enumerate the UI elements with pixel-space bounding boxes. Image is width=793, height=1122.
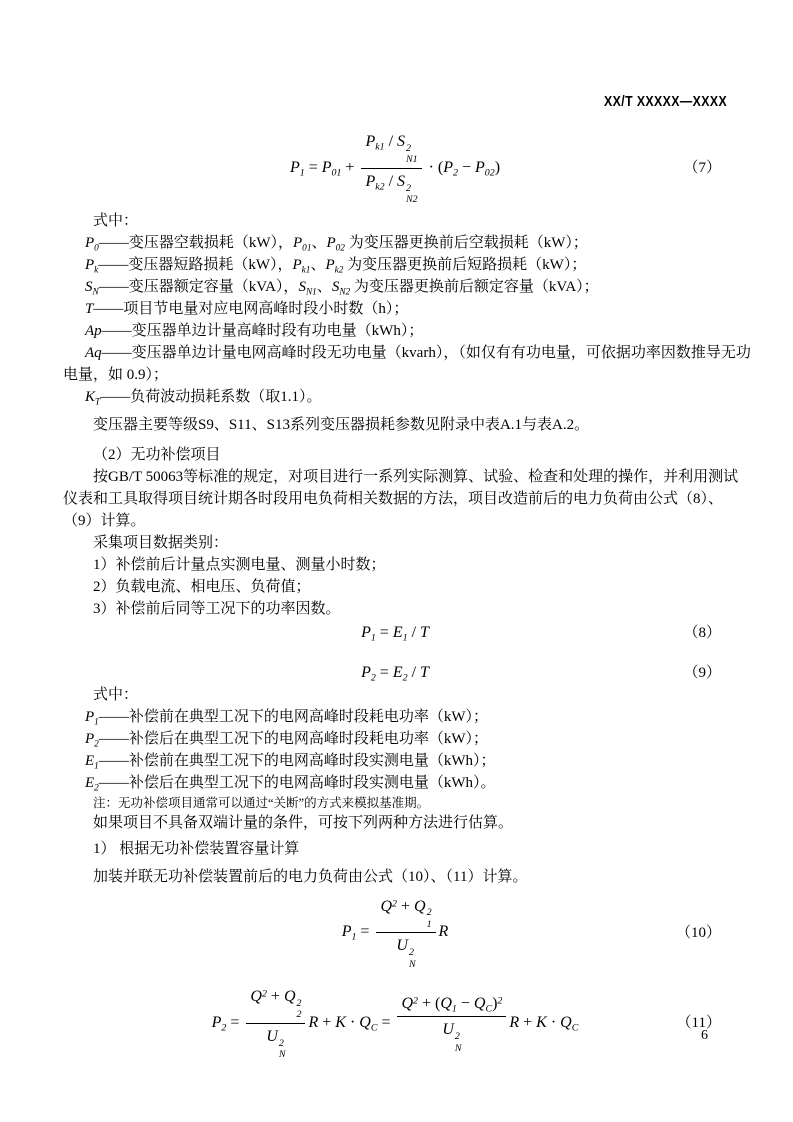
section-heading-2: （2）无功补偿项目: [93, 446, 221, 463]
formula-8: [63, 622, 727, 644]
formula-10-expression: $P_1$ = $Q^2 + Q$ 2 1 U 2 N R: [341, 897, 449, 970]
method-1-heading: 1） 根据无功补偿装置容量计算: [93, 840, 300, 857]
def-line-aq-continued: 电量，如 0.9）；: [63, 366, 169, 383]
page-content: [0, 93, 793, 1061]
paragraph-gbt-line2: 仪表和工具取得项目统计期各时段用电负荷相关数据的方法，项目改造前后的电力负荷由公式（8）、: [63, 490, 724, 507]
document-header: [63, 93, 727, 111]
def-line-p0: $P_0——$变压器空载损耗（kW），$P_{01}$、$P_{02}$ 为变压器更换前后空载损耗（kW）；: [85, 234, 588, 253]
equation-number-8: （8）: [683, 624, 721, 641]
def-line-pk: $P_k——$变压器短路损耗（kW），$P_{k1}$、$P_{k2}$ 为变压器更换前后短路损耗（kW）；: [85, 256, 587, 275]
list-item-2: 2）负载电流、相电压、负荷值；: [93, 578, 311, 595]
def-line-kt: $K_T——$负荷波动损耗系数（取1.1）。: [85, 388, 322, 407]
note-line: 注：无功补偿项目通常可以通过“关断”的方式来模拟基准期。: [93, 795, 430, 810]
formula-11: [63, 986, 727, 1061]
def-line-t: T——项目节电量对应电网高峰时段小时数（h）；: [85, 300, 409, 317]
def-line-p1: $P_1——$补偿前在典型工况下的电网高峰时段耗电功率（kW）；: [85, 708, 488, 727]
paragraph-shunt-compensation: 加装并联无功补偿装置前后的电力负荷由公式（10）、（11）计算。: [93, 868, 528, 885]
formula-8-expression: $P_1 = E_1 / T$: [361, 623, 429, 643]
paragraph-gbt-line3: （9）计算。: [63, 512, 146, 529]
def-line-p2: $P_2——$补偿后在典型工况下的电网高峰时段耗电功率（kW）；: [85, 730, 488, 749]
equation-number-10: （10）: [675, 924, 721, 941]
data-category-label: 采集项目数据类别：: [93, 534, 229, 551]
list-item-1: 1）补偿前后计量点实测电量、测量小时数；: [93, 556, 386, 573]
where-label: 式中：: [93, 212, 139, 229]
formula-11-expression: $P_2$ = $Q^2 + Q$ 2 2 U 2 N $R + K \cdot Q_C$ = $Q^2 + (Q_1 - Q_C)^2$ U 2 N $R + K \cdot Q_C$: [211, 988, 579, 1061]
def-line-e2: $E_2——$补偿后在典型工况下的电网高峰时段实测电量（kWh）。: [85, 774, 496, 793]
list-item-3: 3）补偿前后同等工况下的功率因数。: [93, 600, 341, 617]
paragraph-transformer-series: 变压器主要等级S9、S11、S13系列变压器损耗参数见附录中表A.1与表A.2。: [93, 416, 590, 433]
doc-code: XX/T XXXXX—XXXX: [603, 93, 727, 110]
where-label-2: 式中：: [93, 686, 139, 703]
def-line-e1: $E_1——$补偿前在典型工况下的电网高峰时段实测电量（kWh）；: [85, 752, 496, 771]
def-line-aq: Aq——变压器单边计量电网高峰时段无功电量（kvarh），（如仅有有功电量，可依据功率因数推导无功: [85, 344, 751, 361]
paragraph-gbt-line1: 按GB/T 50063等标准的规定，对项目进行一系列实际测算、试验、检查和处理的操作，并利用测试: [93, 468, 739, 485]
formula-7: [63, 131, 727, 206]
equation-number-9: （9）: [683, 664, 721, 681]
equation-number-7: （7）: [683, 160, 721, 177]
formula-9-expression: $P_2 = E_2 / T$: [361, 663, 429, 683]
def-line-ap: Ap——变压器单边计量高峰时段有功电量（kWh）；: [85, 322, 424, 339]
formula-10: [63, 896, 727, 971]
page-number: 6: [701, 1028, 708, 1043]
def-line-sn: $S_N——$变压器额定容量（kVA），$S_{N1}$、$S_{N2}$ 为变压器更换前后额定容量（kVA）；: [85, 278, 599, 297]
equation-number-11: （11）: [676, 1015, 721, 1032]
formula-7-expression: $P_1 = P_{01}$ + $P_{k1}$ / S 2 N1 $P_{k2}$ / S 2 N2 · $(P_2 - P_{02})$: [289, 133, 501, 206]
paragraph-estimation: 如果项目不具备双端计量的条件，可按下列两种方法进行估算。: [93, 814, 514, 831]
formula-9: [63, 662, 727, 684]
